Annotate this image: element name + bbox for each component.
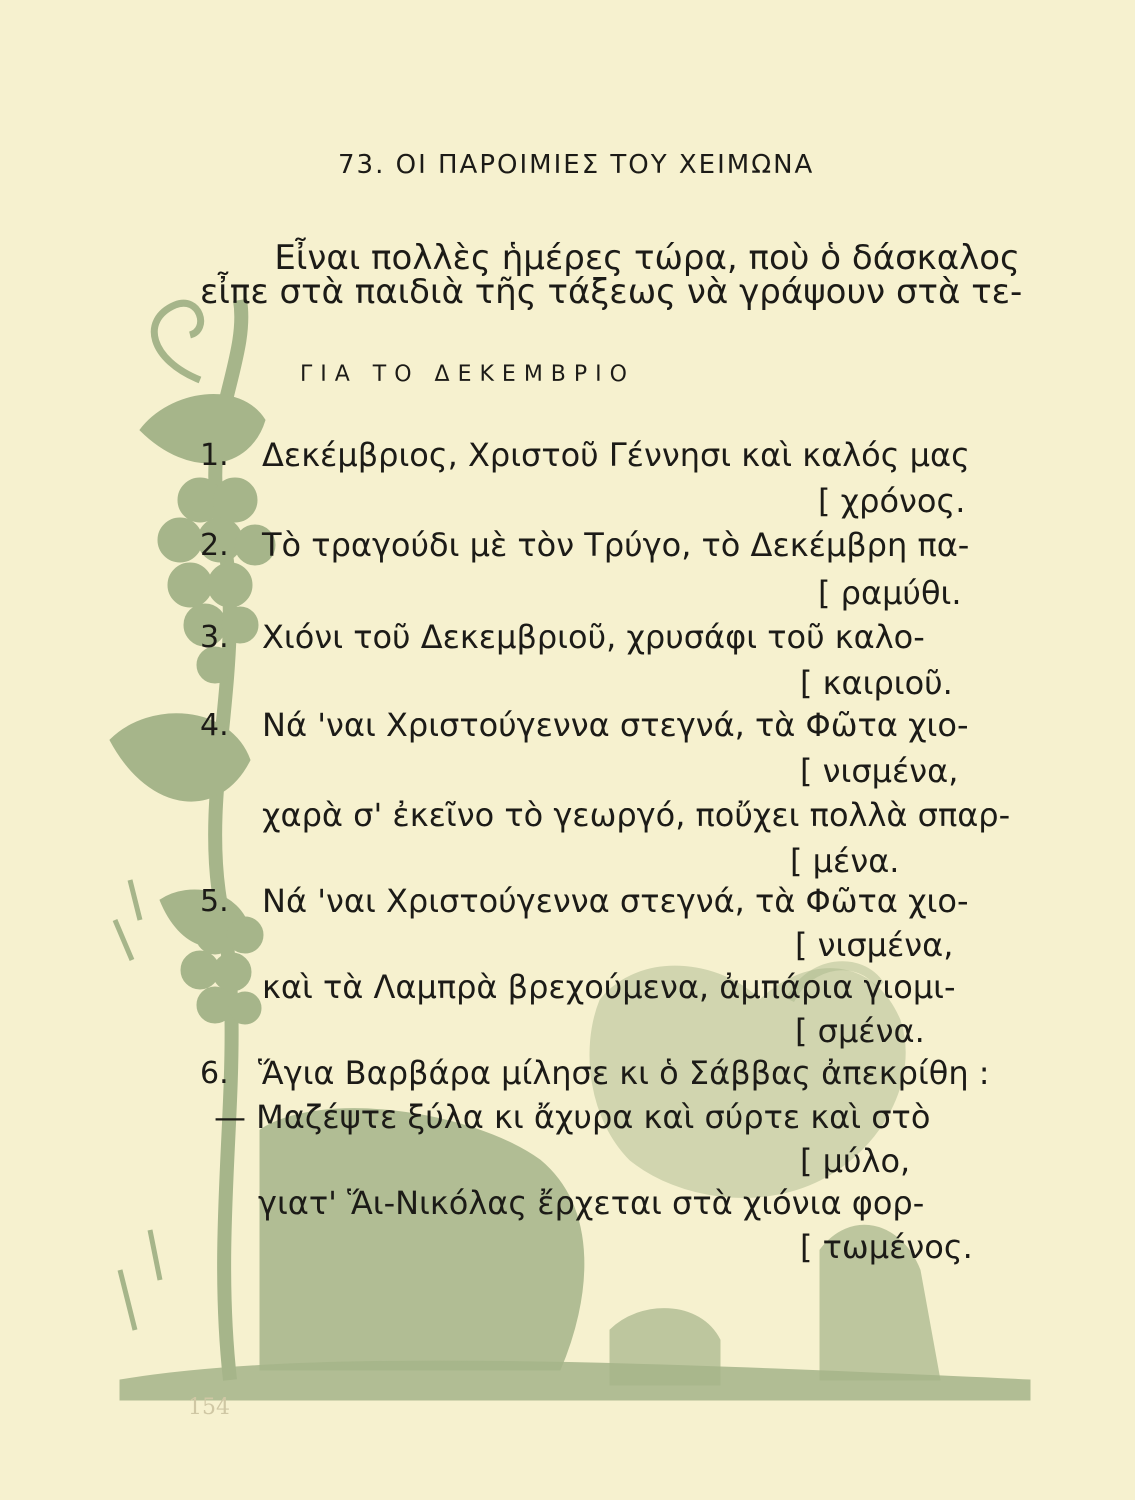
proverb-number: 5. [200, 884, 229, 919]
intro-line-1: Εἶναι πολλὲς ἡμέρες τώρα, ποὺ ὁ δάσκαλος [274, 238, 1020, 278]
proverb-continuation: [ μένα. [790, 842, 900, 880]
page-title: 73. ΟΙ ΠΑΡΟΙΜΙΕΣ ΤΟΥ ΧΕΙΜΩΝΑ [338, 150, 815, 180]
proverb-continuation: [ ραμύθι. [818, 574, 962, 612]
page-number: 154 [188, 1395, 230, 1420]
proverb-line: χαρὰ σ' ἐκεῖνο τὸ γεωργό, ποὔχει πολλὰ σπαρ- [262, 796, 1011, 834]
proverb-number: 6. [200, 1056, 229, 1091]
proverb-line: Δεκέμβριος, Χριστοῦ Γέννησι καὶ καλός μας [262, 436, 970, 474]
proverb-continuation: [ τωμένος. [800, 1228, 973, 1266]
proverb-number: 3. [200, 620, 229, 655]
proverb-line: Ἅγια Βαρβάρα μίλησε κι ὁ Σάββας ἀπεκρίθη : [258, 1054, 990, 1092]
proverb-continuation: [ σμένα. [795, 1012, 925, 1050]
proverb-number: 4. [200, 708, 229, 743]
proverb-line: Νά 'ναι Χριστούγεννα στεγνά, τὰ Φῶτα χιο- [262, 882, 969, 920]
proverb-continuation: [ χρόνος. [818, 482, 966, 520]
proverb-number: 2. [200, 528, 229, 563]
proverb-line: Χιόνι τοῦ Δεκεμβριοῦ, χρυσάφι τοῦ καλο- [262, 618, 925, 656]
proverb-continuation: [ καιριοῦ. [800, 664, 953, 702]
section-subtitle: ΓΙΑ ΤΟ ΔΕΚΕΜΒΡΙΟ [300, 362, 635, 387]
proverb-line: γιατ' Ἅι-Νικόλας ἔρχεται στὰ χιόνια φορ- [258, 1184, 925, 1222]
proverb-line: — Μαζέψτε ξύλα κι ἄχυρα καὶ σύρτε καὶ στὸ [214, 1098, 931, 1136]
intro-line-2: εἶπε στὰ παιδιὰ τῆς τάξεως νὰ γράψουν στὰ τε- [200, 272, 1023, 312]
proverb-line: Τὸ τραγούδι μὲ τὸν Τρύγο, τὸ Δεκέμβρη πα- [262, 526, 970, 564]
proverb-line: Νά 'ναι Χριστούγεννα στεγνά, τὰ Φῶτα χιο- [262, 706, 969, 744]
proverb-line: καὶ τὰ Λαμπρὰ βρεχούμενα, ἀμπάρια γιομι- [262, 968, 956, 1006]
proverb-continuation: [ μύλο, [800, 1142, 911, 1180]
proverb-continuation: [ νισμένα, [795, 926, 954, 964]
proverb-number: 1. [200, 438, 229, 473]
proverb-continuation: [ νισμένα, [800, 752, 959, 790]
